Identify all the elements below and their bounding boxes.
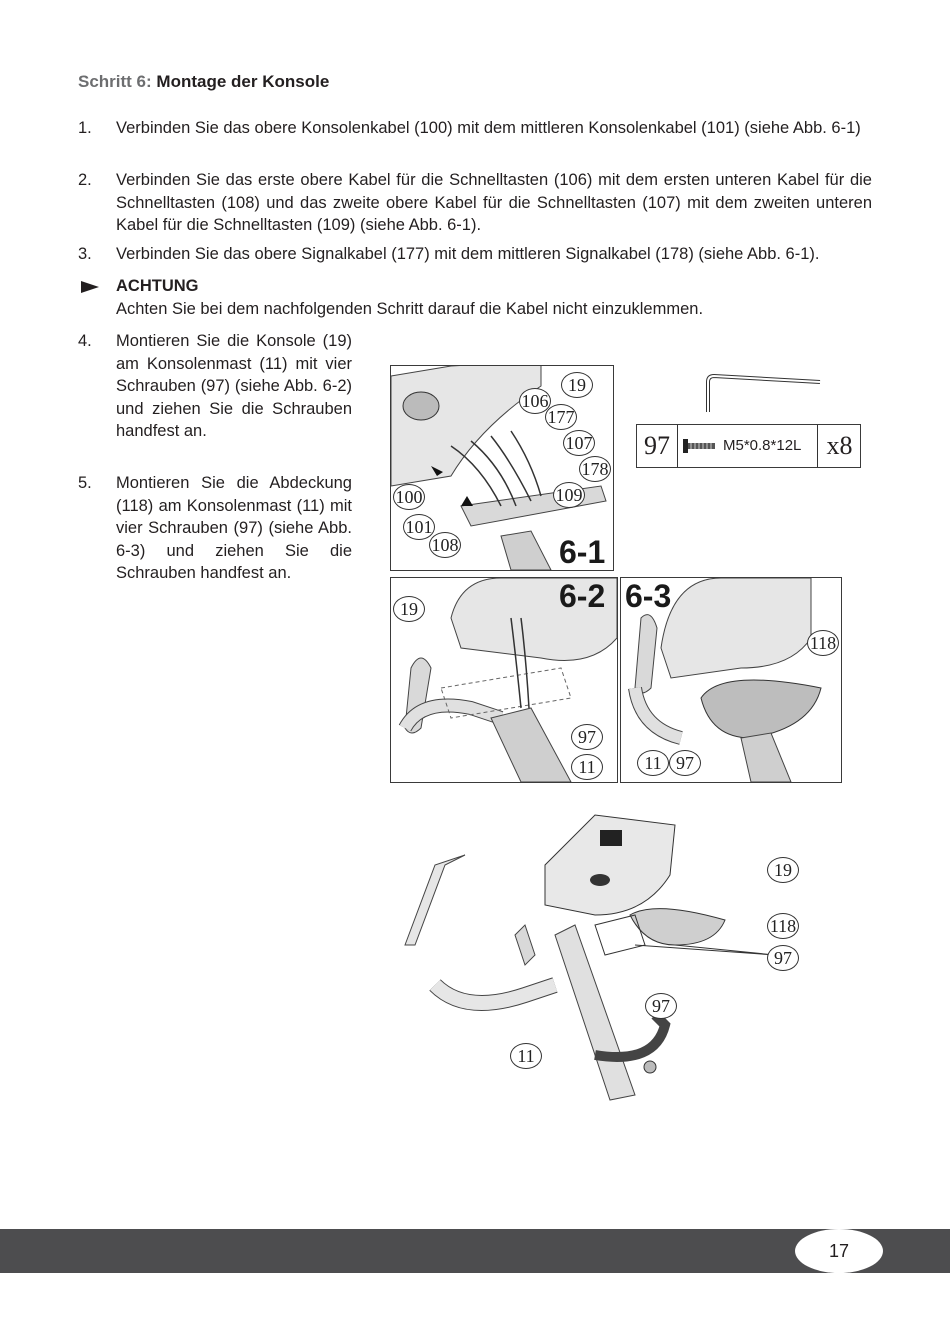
step-number: 4. [78, 332, 92, 350]
hardware-part-number: 97 [637, 425, 678, 467]
heading-step: Schritt 6: [78, 72, 152, 91]
allen-key-icon [692, 372, 832, 414]
heading-title: Montage der Konsole [156, 72, 330, 91]
main-assembly-drawing [395, 805, 825, 1105]
step-text: Verbinden Sie das obere Signalkabel (177) mit dem mittleren Signalkabel (178) (siehe Abb. 6-1). [116, 245, 820, 263]
callout-label: 118 [807, 630, 839, 656]
warning-title: ACHTUNG [116, 277, 199, 295]
figure-label: 6-1 [559, 534, 606, 570]
hardware-box [636, 424, 861, 468]
section-heading [78, 72, 329, 92]
warning-text: Achten Sie bei dem nachfolgenden Schritt darauf die Kabel nicht einzuklemmen. [116, 300, 704, 318]
step-number: 2. [78, 171, 92, 189]
callout-label: 19 [561, 372, 593, 398]
callout-label: 109 [553, 482, 585, 508]
hardware-spec: M5*0.8*12L [723, 437, 802, 454]
callout-label: 107 [563, 430, 595, 456]
step-text: Montieren Sie die Abdeckung (118) am Konsolenmast (11) mit vier Schrauben (97) (siehe Abb. 6-3) und ziehen Sie die Schrauben handfest an. [116, 474, 352, 582]
screw-icon [683, 437, 717, 455]
callout-label: 19 [393, 596, 425, 622]
page-number: 17 [795, 1229, 883, 1273]
step-number: 5. [78, 474, 92, 492]
callout-label: 11 [637, 750, 669, 776]
callout-label: 106 [519, 388, 551, 414]
callout-label: 178 [579, 456, 611, 482]
step-text: Montieren Sie die Konsole (19) am Konsolenmast (11) mit vier Schrauben (97) (siehe Abb. 6-2) und ziehen Sie die Schrauben handfest an. [116, 332, 352, 440]
figure-6-2 [390, 577, 618, 783]
callout-label: 118 [767, 913, 799, 939]
hardware-quantity: x8 [817, 425, 861, 467]
callout-label: 108 [429, 532, 461, 558]
step-text: Verbinden Sie das obere Konsolenkabel (100) mit dem mittleren Konsolenkabel (101) (siehe Abb. 6-1) [116, 119, 861, 137]
figure-label: 6-3 [625, 578, 672, 614]
callout-label: 11 [571, 754, 603, 780]
main-assembly-figure [395, 805, 825, 1105]
callout-label: 19 [767, 857, 799, 883]
step-number: 3. [78, 245, 92, 263]
callout-label: 177 [545, 404, 577, 430]
figure-label: 6-2 [559, 578, 606, 614]
callout-label: 97 [767, 945, 799, 971]
callout-label: 101 [403, 514, 435, 540]
figure-6-3 [620, 577, 842, 783]
warning-arrow-icon [81, 281, 99, 293]
figure-6-1 [390, 365, 614, 571]
callout-label: 97 [669, 750, 701, 776]
step-text: Verbinden Sie das erste obere Kabel für die Schnelltasten (106) mit dem ersten unteren Kabel für die Schnelltasten (108) und das zweite obere Kabel für die Schnelltasten (107) mit dem zweiten unteren Kabel für die Schnelltasten (109) (siehe Abb. 6-1). [116, 171, 872, 234]
callout-label: 97 [645, 993, 677, 1019]
callout-label: 97 [571, 724, 603, 750]
callout-label: 100 [393, 484, 425, 510]
step-number: 1. [78, 119, 92, 137]
callout-label: 11 [510, 1043, 542, 1069]
